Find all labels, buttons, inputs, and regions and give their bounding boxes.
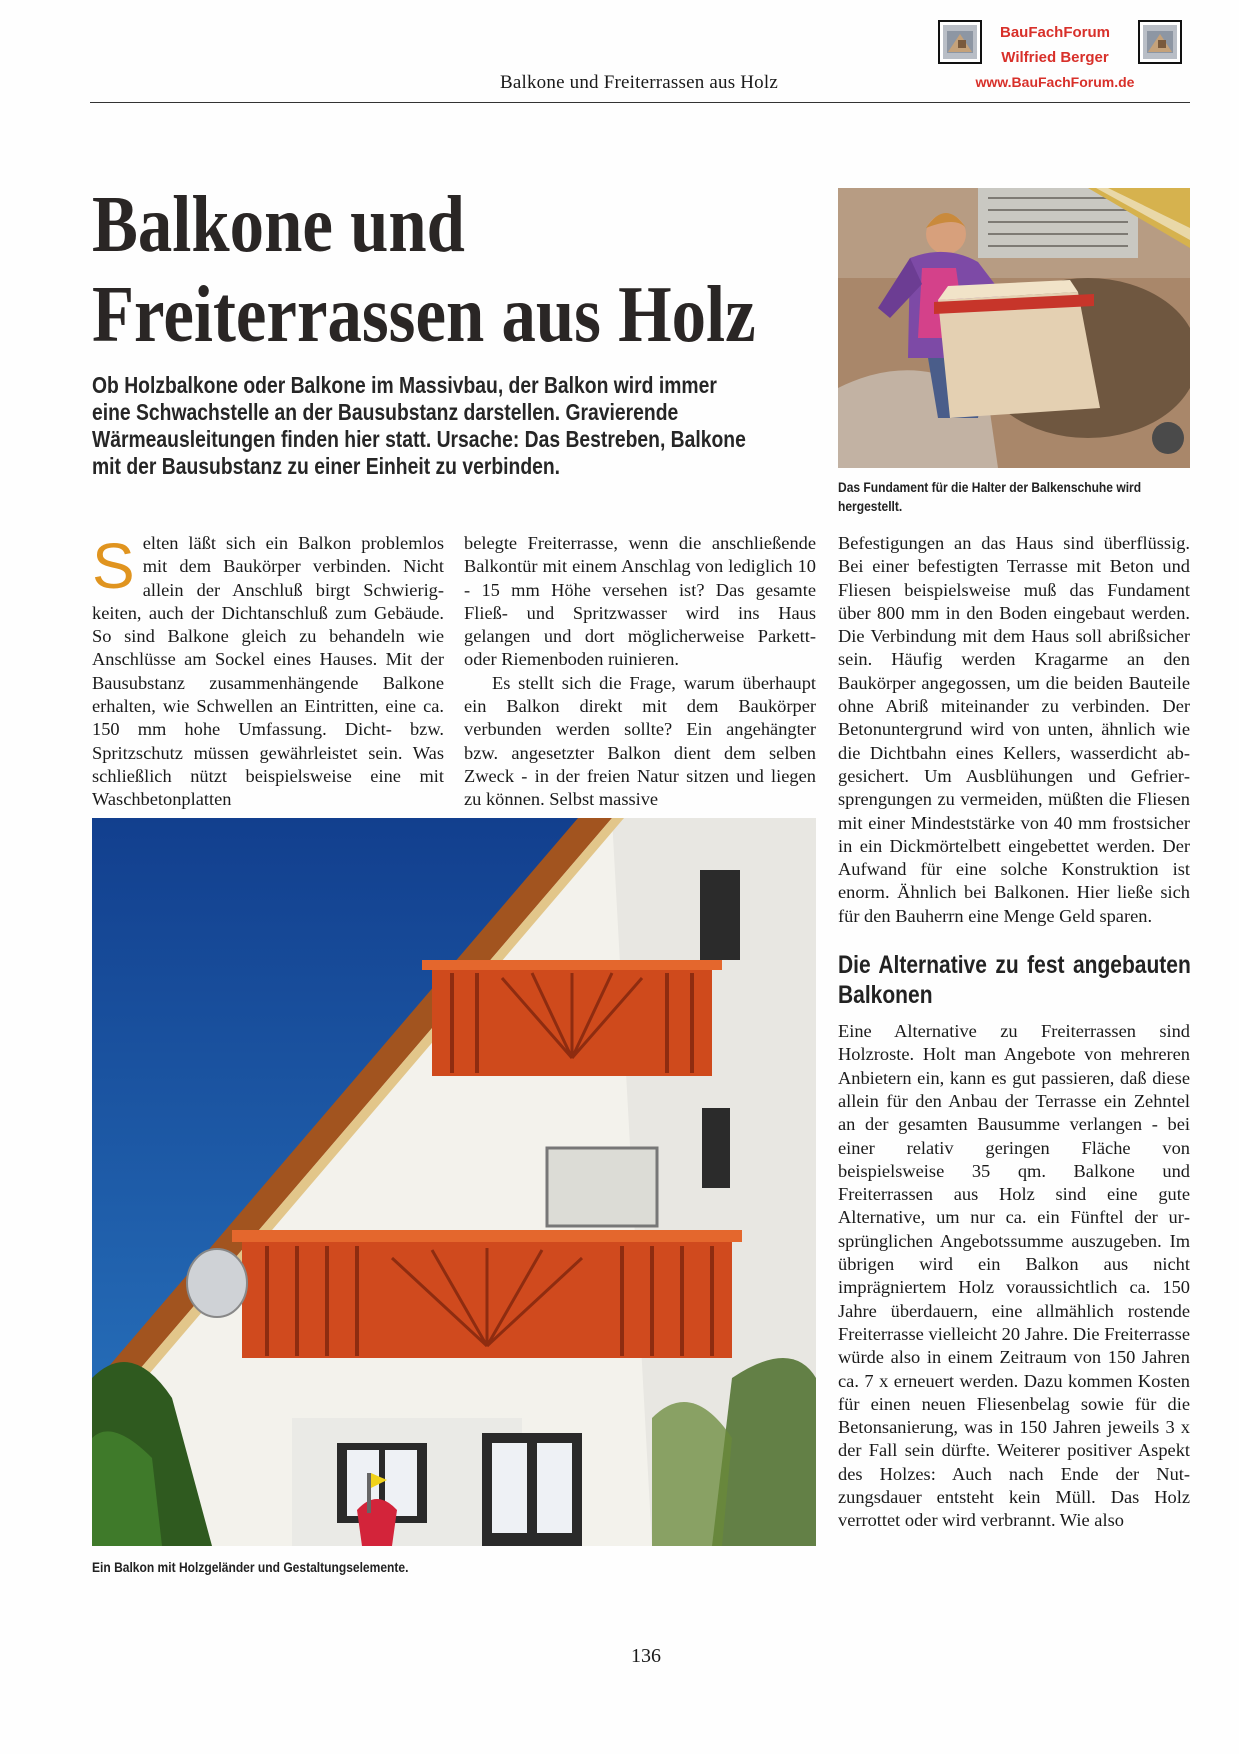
col3-paragraph-2: Eine Alternative zu Freiterrassen sind Holzroste. Holt man Angebote von mehreren Anbietern ein, kann es gut passieren, daß diese allein für den Anbau der Terrasse ein Zehntel an der gesamten Bausumme verlangen - bei einer relativ geringen Fläche von beispielsweise 35 qm. Balkone und Freiterrassen aus Holz sind eine gute Alternative, um nur ca. ein Fünftel der ursprünglichen Angebotssumme auszugeben. Im übrigen wird ein Balkon aus nicht imprägniertem Holz voraussichtlich ca. 150 Jahre überdauern, eine allmählich rostende Freiterrasse vielleicht 20 Jahre. Die Freiterrasse würde also in einem Zeitraum von 150 Jahren ca. 7 x erneuert werden. Dazu kommen Kosten für einen neuen Fliesenbelag sowie für die Betonsanierung, was in 150 Jahren jeweils 3 x der Fall sein dürfte. Weiterer positiver Aspekt des Holzes: Auch nach Ende der Nutzungsdauer entsteht kein Müll. Das Holz verrottet oder wird verbrannt. Wie also — [838, 1021, 1190, 1531]
dropcap: S — [92, 530, 135, 602]
logo-url-link[interactable]: www.BauFachForum.de — [975, 74, 1135, 90]
logo-line-2: Wilfried Berger — [1001, 49, 1109, 66]
page-number: 136 — [631, 1645, 661, 1667]
text-column-3 — [838, 532, 1190, 1533]
caption-balcony-photo: Ein Balkon mit Holzgeländer und Gestaltungselemente. — [92, 1559, 409, 1575]
baufachforum-logo — [960, 20, 1150, 95]
text-column-2 — [464, 532, 816, 812]
logo-line-1: BauFachForum — [999, 24, 1110, 41]
photo-balcony-house — [92, 818, 816, 1546]
section-subheading: Die Alternative zu fest angebauten Balkonen — [838, 951, 1191, 1010]
col3-paragraph-1: Befestigungen an das Haus sind überflüssig. Bei einer befestigten Terrasse mit Beton und Fliesen beispielsweise muß das Fundament über 800 mm in den Boden eingebaut werden. Die Verbindung mit dem Haus soll abrißsicher sein. Häufig werden Kragarme an den Baukörper angegossen, um die beiden Bauteile ohne Abriß miteinander zu verbinden. Der Betonuntergrund wird von unten, ähnlich wie die Dichtbahn eines Kellers, wasserdicht abgesichert. Um Ausblühungen und Gefriersprengungen zu vermeiden, müßten die Fliesen mit einer Mindeststärke von 40 mm frostsicher in ein Dickmörtelbett eingebettet werden. Der Aufwand für eine solche Konstruktion ist enorm. Ähnlich bei Balkonen. Hier ließe sich für den Bauherrn eine Menge Geld sparen. — [838, 533, 1190, 926]
col2-paragraph-2: Es stellt sich die Frage, warum überhaupt ein Balkon direkt mit dem Baukörper verbunden werden sollte? Ein angehängter bzw. angesetzter Balkon dient dem selben Zweck - in der freien Natur sitzen und liegen zu können. Selbst massive — [464, 672, 816, 810]
caption-foundation-photo: Das Fundament für die Halter der Balkenschuhe wird hergestellt. — [838, 479, 1142, 514]
title-line-1: Balkone und — [92, 181, 465, 269]
article-title — [92, 180, 756, 360]
title-line-2: Freiterrassen aus Holz — [92, 271, 756, 359]
col2-paragraph-1: belegte Freiterrasse, wenn die anschließende Balkontür mit einem Anschlag von lediglich 10 - 15 mm Höhe versehen ist? Das gesamte Fließ- und Spritzwasser wird ins Haus gelangen und dort möglicherweise Parkett- oder Riemenboden ruinieren. — [464, 533, 816, 670]
text-column-1 — [92, 532, 444, 812]
header-rule — [90, 102, 1190, 103]
col1-paragraph-1: elten läßt sich ein Balkon problemlos mit dem Baukörper verbinden. Nicht allein der Anschluß birgt Schwierigkeiten, auch der Dichtanschluß zum Gebäude. So sind Balkone gleich zu behandeln wie Anschlüsse am Sockel eines Hauses. Mit der Bausubstanz zusammenhängende Balkone erhalten, wie Schwellen an Eintritten, eine ca. 150 mm hohe Umfassung. Dicht- bzw. Spritzschutz müssen gewährleistet sein. Was schließlich nützt beispielsweise eine mit Waschbetonplatten — [92, 533, 444, 810]
running-head: Balkone und Freiterrassen aus Holz — [499, 72, 778, 93]
photo-foundation — [838, 188, 1190, 468]
article-lead: Ob Holzbalkone oder Balkone im Massivbau, der Balkon wird immer eine Schwachstelle an der Bausubstanz darstellen. Gravierende Wärmeausleitungen finden hier statt. Ursache: Das Bestreben, Balkone mit der Bausubstanz zu einer Einheit zu verbinden. — [92, 372, 746, 479]
